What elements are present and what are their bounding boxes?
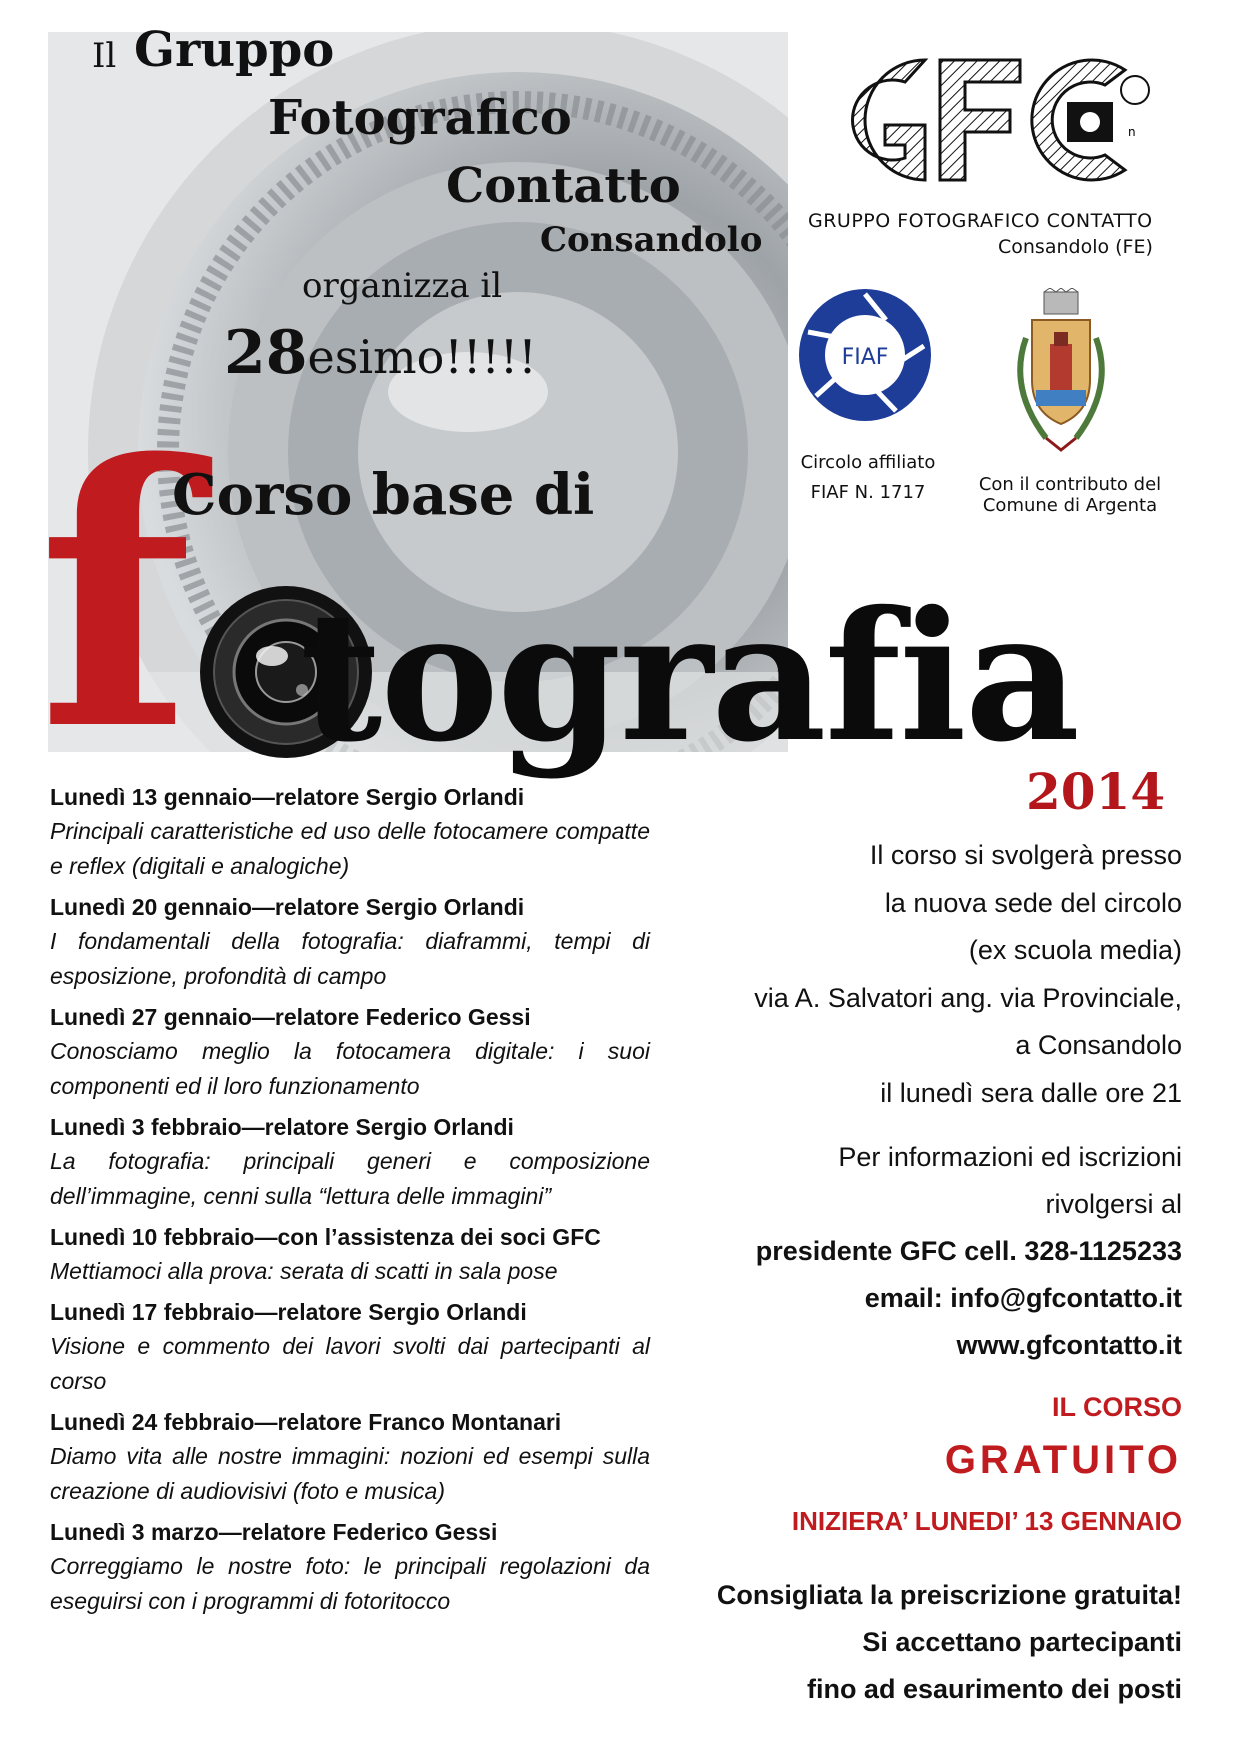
fiaf-caption-1: Circolo affiliato xyxy=(800,452,936,473)
venue-line-2: la nuova sede del circolo xyxy=(884,887,1182,918)
edition-number: 28 xyxy=(224,318,308,388)
venue-info xyxy=(680,832,1182,1117)
fiaf-logo-text: FIAF xyxy=(841,345,889,370)
comune-caption-2: Comune di Argenta xyxy=(982,495,1158,516)
contact-line-1: Per informazioni ed iscrizioni xyxy=(838,1142,1182,1172)
edition-suffix: esimo!!!!! xyxy=(307,330,537,384)
registration-note-1: Consigliata la preiscrizione gratuita! xyxy=(716,1580,1182,1610)
schedule-item-desc: Correggiamo le nostre foto: le principali regolazioni da eseguirsi con i programmi di fotoritocco xyxy=(50,1553,650,1614)
registration-note-2: Si accettano partecipanti xyxy=(862,1627,1182,1657)
header-contatto: Contatto xyxy=(446,158,681,214)
schedule-item xyxy=(50,1515,650,1619)
schedule-item-desc: La fotografia: principali generi e composizione dell’immagine, cenni sulla “lettura delle immagini” xyxy=(50,1148,650,1209)
schedule-item-desc: I fondamentali della fotografia: diaframmi, tempi di esposizione, profondità di campo xyxy=(50,928,650,989)
header-organizza: organizza il xyxy=(302,266,503,306)
contact-phone: presidente GFC cell. 328-1125233 xyxy=(755,1236,1182,1266)
comune-caption xyxy=(970,474,1170,516)
header-fotografico: Fotografico xyxy=(268,90,572,146)
venue-line-5: a Consandolo xyxy=(1015,1030,1182,1060)
schedule-item-title: Lunedì 27 gennaio—relatore Federico Gessi xyxy=(50,1004,531,1030)
gfc-name: GRUPPO FOTOGRAFICO CONTATTO xyxy=(808,210,1153,232)
schedule-item-title: Lunedì 10 febbraio—con l’assistenza dei soci GFC xyxy=(50,1224,601,1250)
contact-info xyxy=(680,1134,1182,1369)
schedule-item-desc: Conosciamo meglio la fotocamera digitale: i suoi componenti ed il loro funzionamento xyxy=(50,1038,650,1099)
header-edition xyxy=(224,318,537,388)
schedule-item xyxy=(50,1110,650,1214)
schedule-item-title: Lunedì 3 febbraio—relatore Sergio Orlandi xyxy=(50,1114,514,1140)
schedule-item-title: Lunedì 17 febbraio—relatore Sergio Orlandi xyxy=(50,1299,527,1325)
schedule-item xyxy=(50,1405,650,1509)
venue-line-3: (ex scuola media) xyxy=(968,935,1182,965)
header-il: Il xyxy=(92,36,117,76)
schedule-item xyxy=(50,1295,650,1399)
promo-il-corso: IL CORSO xyxy=(1051,1392,1182,1422)
schedule-item-desc: Diamo vita alle nostre immagini: nozioni ed esempi sulla creazione di audiovisivi (foto e musica) xyxy=(50,1443,650,1504)
comune-caption-1: Con il contributo del xyxy=(978,474,1162,495)
venue-line-4: via A. Salvatori ang. via Provinciale, xyxy=(754,982,1182,1013)
header-gruppo: Gruppo xyxy=(134,22,335,78)
schedule-item xyxy=(50,1000,650,1104)
schedule-item xyxy=(50,1220,650,1289)
title-corso-base: Corso base di xyxy=(172,462,595,528)
title-big-f: f xyxy=(38,386,193,809)
schedule-item xyxy=(50,890,650,994)
title-tografia: tografia xyxy=(300,572,1079,781)
comune-coat-of-arms-icon xyxy=(1006,288,1116,466)
promo-start-date: INIZIERA’ LUNEDI’ 13 GENNAIO xyxy=(791,1506,1182,1536)
venue-line-1: Il corso si svolgerà presso xyxy=(869,840,1182,870)
registration-note-3: fino ad esaurimento dei posti xyxy=(806,1674,1182,1704)
gfc-logo-icon xyxy=(805,40,1175,200)
schedule-item-desc: Principali caratteristiche ed uso delle fotocamere compatte e reflex (digitali e analogiche) xyxy=(50,818,650,879)
schedule-item-desc: Mettiamoci alla prova: serata di scatti in sala pose xyxy=(50,1258,558,1284)
venue-line-6: il lunedì sera dalle ore 21 xyxy=(880,1077,1182,1108)
title-year: 2014 xyxy=(1026,762,1166,821)
gfc-location: Consandolo (FE) xyxy=(998,236,1153,258)
svg-text:n: n xyxy=(1128,125,1136,139)
fiaf-logo-icon xyxy=(796,286,934,424)
promo-gratuito: GRATUITO xyxy=(944,1438,1182,1482)
contact-email: email: info@gfcontatto.it xyxy=(864,1283,1182,1313)
registration-notes xyxy=(680,1572,1182,1713)
contact-website: www.gfcontatto.it xyxy=(956,1330,1182,1360)
contact-line-2: rivolgersi al xyxy=(1045,1189,1182,1219)
schedule-item-title: Lunedì 13 gennaio—relatore Sergio Orlandi xyxy=(50,784,525,810)
schedule-item-title: Lunedì 3 marzo—relatore Federico Gessi xyxy=(50,1519,498,1545)
course-schedule xyxy=(50,780,650,1625)
schedule-item-title: Lunedì 20 gennaio—relatore Sergio Orlandi xyxy=(50,894,525,920)
schedule-item-desc: Visione e commento dei lavori svolti dai partecipanti al corso xyxy=(50,1333,650,1394)
schedule-item xyxy=(50,780,650,884)
header-consandolo: Consandolo xyxy=(540,220,763,260)
fiaf-caption-2: FIAF N. 1717 xyxy=(810,482,926,503)
schedule-item-title: Lunedì 24 febbraio—relatore Franco Montanari xyxy=(50,1409,562,1435)
